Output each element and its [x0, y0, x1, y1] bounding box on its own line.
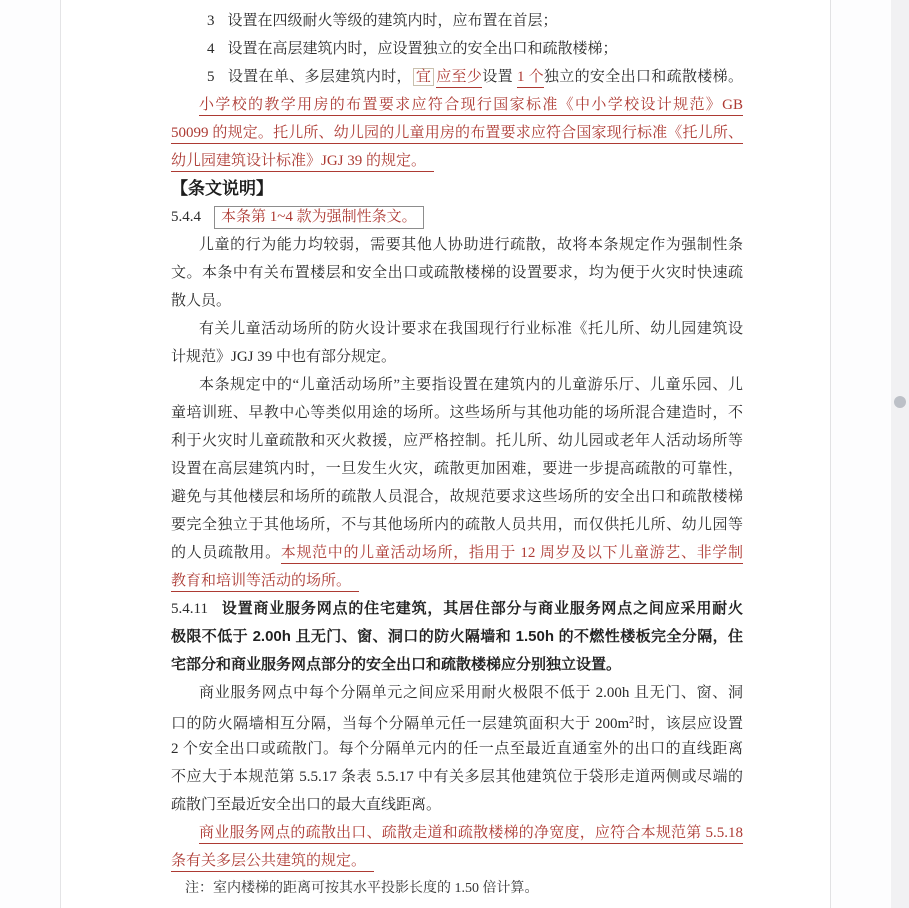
body-text: 设置在高层建筑内时，应设置独立的安全出口和疏散楼梯； — [227, 41, 618, 57]
section-heading-text: 【条文说明】 — [171, 179, 273, 198]
body-text: 口的防火隔墙相互分隔，当每个分隔单元任一层建筑面积大于 200m — [171, 716, 630, 732]
scrollbar-track[interactable] — [891, 0, 909, 908]
text-line — [171, 763, 743, 791]
body-text: 童培训班、早教中心等类似用途的场所。这些场所与其他功能的场所混合建造时，不 — [171, 405, 743, 421]
body-text: 计规范》JGJ 39 中也有部分规定。 — [171, 349, 397, 365]
text-line — [171, 371, 743, 399]
text-line — [171, 651, 743, 679]
revision-inserted-text: 条有关多层公共建筑的规定。 — [171, 853, 374, 872]
text-line — [171, 343, 743, 371]
text-line — [171, 567, 743, 595]
text-line — [171, 399, 743, 427]
list-item-number: 4 — [207, 41, 215, 57]
text-line — [171, 483, 743, 511]
body-text: 设置 — [482, 69, 517, 85]
revision-inserted-text: 小学校的教学用房的布置要求应符合现行国家标准《中小学校设计规范》GB — [199, 97, 743, 116]
superscript-text: 2 — [629, 715, 635, 726]
body-text: 的人员疏散用。 — [171, 545, 281, 561]
text-line — [171, 147, 743, 175]
body-text: 本条规定中的“儿童活动场所”主要指设置在建筑内的儿童游乐厅、儿童乐园、儿 — [199, 377, 743, 393]
scrollbar-thumb[interactable] — [894, 396, 906, 408]
revision-inserted-text: 本规范中的儿童活动场所，指用于 12 周岁及以下儿童游艺、非学制 — [281, 545, 743, 564]
clause-number: 5.4.11 — [171, 601, 208, 617]
text-line — [171, 623, 743, 651]
body-text: 避免与其他楼层和场所的疏散人员混合，故规范要求这些场所的安全出口和疏散楼梯 — [171, 489, 743, 505]
text-line — [171, 315, 743, 343]
revision-inserted-text: 幼儿园建筑设计标准》JGJ 39 的规定。 — [171, 153, 434, 172]
text-line — [171, 847, 743, 875]
text-line — [171, 287, 743, 315]
revision-inserted-text: 50099 的规定。托儿所、幼儿园的儿童用房的布置要求应符合国家现行标准《托儿所、 — [171, 125, 743, 144]
body-text: 散人员。 — [171, 293, 232, 309]
body-text: 注：室内楼梯的距离可按其水平投影长度的 1.50 倍计算。 — [185, 881, 539, 896]
text-line — [171, 511, 743, 539]
revision-deleted-text: 宜 — [413, 68, 434, 86]
clause-number: 5.4.4 — [171, 209, 201, 225]
text-line — [171, 91, 743, 119]
text-line — [171, 595, 743, 623]
body-text: 利于火灾时儿童疏散和灭火救援，应严格控制。托儿所、幼儿园或老年人活动场所等 — [171, 433, 743, 449]
text-line — [171, 735, 743, 763]
text-line — [171, 231, 743, 259]
revision-inserted-text: 教育和培训等活动的场所。 — [171, 573, 359, 592]
text-line — [171, 203, 743, 231]
text-line — [171, 679, 743, 707]
text-line — [171, 875, 743, 903]
mandatory-clause-note: 本条第 1~4 款为强制性条文。 — [214, 206, 424, 229]
body-text: 独立的安全出口和疏散楼梯。 — [543, 69, 743, 85]
text-line — [171, 119, 743, 147]
body-text: 商业服务网点中每个分隔单元之间应采用耐火极限不低于 2.00h 且无门、窗、洞 — [199, 685, 743, 701]
text-line — [171, 539, 743, 567]
text-line — [171, 819, 743, 847]
body-text: 不应大于本规范第 5.5.17 条表 5.5.17 中有关多层其他建筑位于袋形走道两侧或尽端的 — [171, 769, 743, 785]
text-line — [171, 259, 743, 287]
body-text: 有关儿童活动场所的防火设计要求在我国现行行业标准《托儿所、幼儿园建筑设 — [199, 321, 743, 337]
provision-text: 设置商业服务网点的住宅建筑，其居住部分与商业服务网点之间应采用耐火 — [220, 600, 743, 617]
revision-inserted-text: 商业服务网点的疏散出口、疏散走道和疏散楼梯的净宽度，应符合本规范第 5.5.18 — [199, 825, 743, 844]
body-text: 设置在单、多层建筑内时， — [227, 69, 412, 85]
text-line — [171, 175, 743, 203]
body-text: 儿童的行为能力均较弱，需要其他人协助进行疏散，故将本条规定作为强制性条 — [199, 237, 743, 253]
body-text: 时，该层应设置 — [634, 716, 743, 732]
provision-text: 宅部分和商业服务网点部分的安全出口和疏散楼梯应分别独立设置。 — [171, 656, 622, 673]
body-text: 设置在四级耐火等级的建筑内时，应布置在首层； — [227, 13, 558, 29]
text-line — [171, 7, 743, 35]
document-page — [60, 0, 831, 908]
page-text-content — [171, 7, 743, 903]
body-text: 疏散门至最近安全出口的最大直线距离。 — [171, 797, 442, 813]
list-item-number: 3 — [207, 13, 215, 29]
revision-inserted-text: 应至少 — [436, 69, 482, 88]
body-text: 设置在高层建筑内时，一旦发生火灾，疏散更加困难，要进一步提高疏散的可靠性， — [171, 461, 743, 477]
body-text: 2 个安全出口或疏散门。每个分隔单元内的任一点至最近直通室外的出口的直线距离 — [171, 741, 743, 757]
list-item-number: 5 — [207, 69, 215, 85]
text-line — [171, 63, 743, 91]
body-text: 文。本条中有关布置楼层和安全出口或疏散楼梯的设置要求，均为便于火灾时快速疏 — [171, 265, 743, 281]
text-line — [171, 427, 743, 455]
text-line — [171, 707, 743, 735]
text-line — [171, 455, 743, 483]
text-line — [171, 35, 743, 63]
provision-text: 极限不低于 2.00h 且无门、窗、洞口的防火隔墙和 1.50h 的不燃性楼板完全分隔，住 — [171, 628, 743, 645]
text-line — [171, 791, 743, 819]
body-text: 要完全独立于其他场所，不与其他场所内的疏散人员共用，而仅供托儿所、幼儿园等 — [171, 517, 743, 533]
revision-inserted-text: 1 个 — [517, 69, 544, 88]
